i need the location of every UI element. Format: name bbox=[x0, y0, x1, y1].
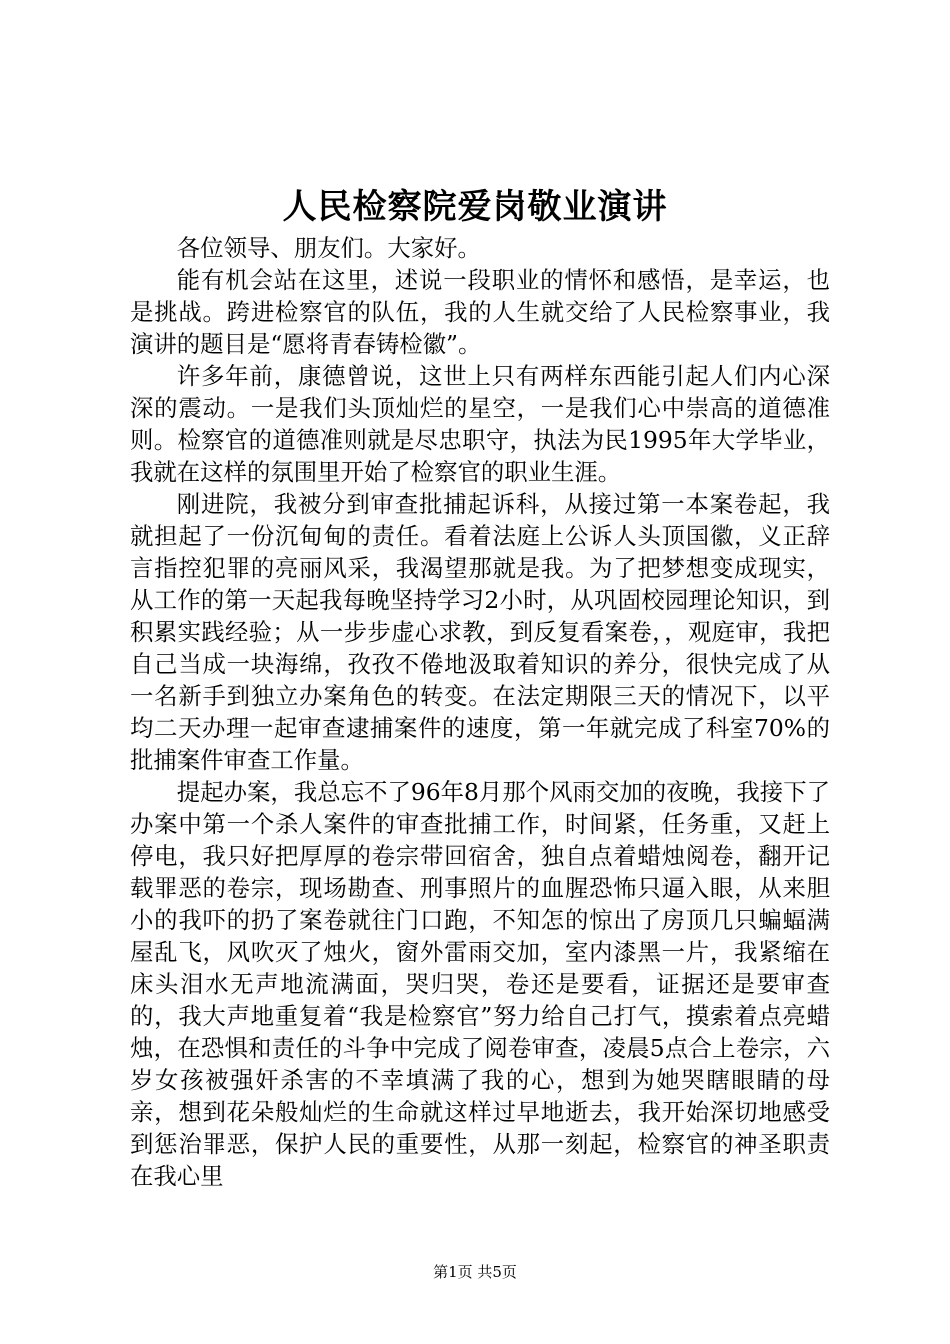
paragraph-kant: 许多年前，康德曾说，这世上只有两样东西能引起人们内心深深的震动。一是我们头顶灿烂的星空，一是我们心中崇高的道德准则。检察官的道德准则就是尽忠职守，执法为民1995年大学毕业，我就在这样的氛围里开始了检察官的职业生涯。 bbox=[130, 362, 830, 486]
paragraph-first-job: 刚进院，我被分到审查批捕起诉科，从接过第一本案卷起，我就担起了一份沉甸甸的责任。看着法庭上公诉人头顶国徽，义正辞言指控犯罪的亮丽风采，我渴望那就是我。为了把梦想变成现实，从工作的第一天起我每晚坚持学习2小时，从巩固校园理论知识，到积累实践经验；从一步步虚心求教，到反复看案卷，，观庭审，我把自己当成一块海绵，孜孜不倦地汲取着知识的养分，很快完成了从一名新手到独立办案角色的转变。在法定期限三天的情况下，以平均二天办理一起审查逮捕案件的速度，第一年就完成了科室70%的批捕案件审查工作量。 bbox=[130, 490, 830, 774]
page-footer: 第1页 共5页 bbox=[433, 1263, 517, 1281]
paragraph-first-case: 提起办案，我总忘不了96年8月那个风雨交加的夜晚，我接下了办案中第一个杀人案件的审查批捕工作，时间紧，任务重，又赶上停电，我只好把厚厚的卷宗带回宿舍，独自点着蜡烛阅卷，翻开记载罪恶的卷宗，现场勘查、刑事照片的血腥恐怖只逼入眼，从来胆小的我吓的扔了案卷就往门口跑，不知怎的惊出了房顶几只蝙蝠满屋乱飞，风吹灭了烛火，窗外雷雨交加，室内漆黑一片，我紧缩在床头泪水无声地流满面，哭归哭，卷还是要看，证据还是要审查的，我大声地重复着“我是检察官”努力给自己打气，摸索着点亮蜡烛，在恐惧和责任的斗争中完成了阅卷审查，凌晨5点合上卷宗，六岁女孩被强奸杀害的不幸填满了我的心，想到为她哭瞎眼睛的母亲，想到花朵般灿烂的生命就这样过早地逝去，我开始深切地感受到惩治罪恶，保护人民的重要性，从那一刻起，检察官的神圣职责在我心里 bbox=[130, 778, 830, 1190]
paragraph-greeting: 各位领导、朋友们。大家好。 bbox=[176, 234, 481, 262]
page-title: 人民检察院爱岗敬业演讲 bbox=[282, 187, 668, 227]
document-body bbox=[130, 232, 830, 1192]
paragraph-intro: 能有机会站在这里，述说一段职业的情怀和感悟，是幸运，也是挑战。跨进检察官的队伍，我的人生就交给了人民检察事业，我演讲的题目是“愿将青春铸检徽”。 bbox=[130, 266, 830, 358]
